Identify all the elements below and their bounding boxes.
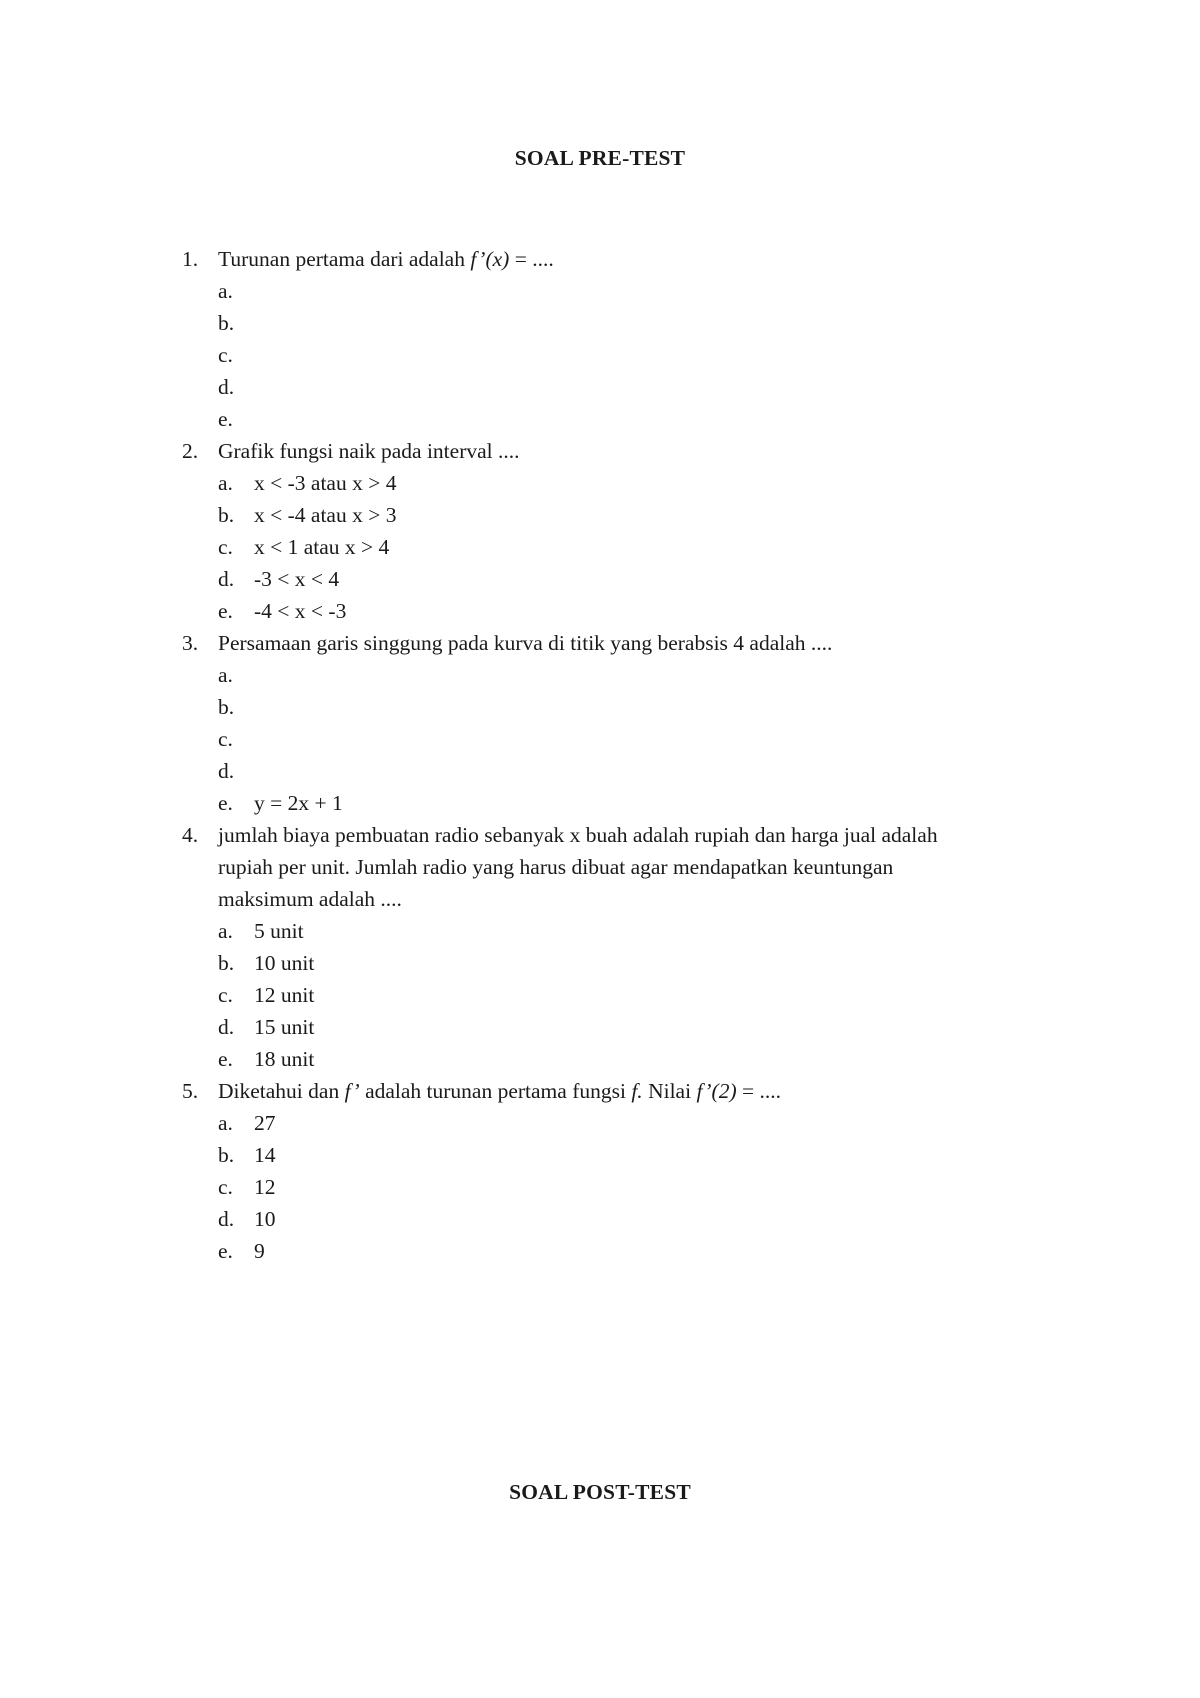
question-text-part: adalah turunan pertama fungsi bbox=[359, 1079, 632, 1103]
answer-option bbox=[0, 979, 1200, 1011]
answer-option bbox=[0, 723, 1200, 755]
question-text-part: Turunan pertama dari adalah bbox=[218, 247, 471, 271]
option-text: x < 1 atau x > 4 bbox=[254, 535, 390, 559]
question-line bbox=[0, 819, 1200, 851]
answer-option bbox=[0, 595, 1200, 627]
answer-option bbox=[0, 1171, 1200, 1203]
option-letter: b. bbox=[218, 695, 235, 719]
question-text bbox=[218, 243, 554, 275]
question-text-part: Diketahui dan bbox=[218, 1079, 345, 1103]
question-text-part: rupiah per unit. Jumlah radio yang harus dibuat agar mendapatkan keuntungan bbox=[218, 855, 894, 879]
option-letter: c. bbox=[218, 343, 233, 367]
option-letter: e. bbox=[218, 599, 233, 623]
option-letter: d. bbox=[218, 1015, 235, 1039]
question-text-part: maksimum adalah .... bbox=[218, 887, 402, 911]
answer-option bbox=[0, 339, 1200, 371]
answer-option bbox=[0, 787, 1200, 819]
question-text bbox=[218, 819, 938, 851]
answer-option bbox=[0, 499, 1200, 531]
answer-option bbox=[0, 307, 1200, 339]
math-expression: f’ bbox=[344, 1079, 360, 1103]
question-text-part: = .... bbox=[509, 247, 554, 271]
answer-option bbox=[0, 1011, 1200, 1043]
question-line bbox=[0, 627, 1200, 659]
question-5 bbox=[0, 1075, 1200, 1267]
option-letter: a. bbox=[218, 1111, 233, 1135]
option-letter: b. bbox=[218, 951, 235, 975]
option-text: 14 bbox=[254, 1143, 276, 1167]
answer-option bbox=[0, 403, 1200, 435]
option-letter: a. bbox=[218, 471, 233, 495]
answer-option bbox=[0, 915, 1200, 947]
option-letter: e. bbox=[218, 1047, 233, 1071]
option-letter: b. bbox=[218, 503, 235, 527]
question-number: 1. bbox=[182, 247, 199, 271]
answer-option bbox=[0, 659, 1200, 691]
option-text: 15 unit bbox=[254, 1015, 315, 1039]
question-1 bbox=[0, 243, 1200, 435]
question-text bbox=[218, 851, 893, 883]
post-test-title: SOAL POST-TEST bbox=[509, 1480, 691, 1504]
option-text: x < -4 atau x > 3 bbox=[254, 503, 397, 527]
question-line bbox=[0, 243, 1200, 275]
answer-option bbox=[0, 371, 1200, 403]
question-text bbox=[218, 435, 520, 467]
option-text: 5 unit bbox=[254, 919, 304, 943]
option-letter: a. bbox=[218, 663, 233, 687]
question-2 bbox=[0, 435, 1200, 627]
question-text-part: Grafik fungsi naik pada interval .... bbox=[218, 439, 520, 463]
question-text-part: jumlah biaya pembuatan radio sebanyak x buah adalah rupiah dan harga jual adalah bbox=[218, 823, 938, 847]
answer-option bbox=[0, 1203, 1200, 1235]
question-list bbox=[0, 243, 1200, 1267]
option-letter: e. bbox=[218, 1239, 233, 1263]
answer-option bbox=[0, 755, 1200, 787]
answer-option bbox=[0, 275, 1200, 307]
question-4 bbox=[0, 819, 1200, 1075]
question-text bbox=[218, 883, 402, 915]
question-line bbox=[0, 435, 1200, 467]
option-text: 9 bbox=[254, 1239, 265, 1263]
question-number: 3. bbox=[182, 631, 199, 655]
question-number: 5. bbox=[182, 1079, 199, 1103]
math-expression: f’(x) bbox=[470, 247, 510, 271]
option-text: x < -3 atau x > 4 bbox=[254, 471, 397, 495]
answer-option bbox=[0, 947, 1200, 979]
option-text: 12 unit bbox=[254, 983, 315, 1007]
option-letter: a. bbox=[218, 279, 233, 303]
option-letter: c. bbox=[218, 1175, 233, 1199]
answer-option bbox=[0, 1139, 1200, 1171]
option-letter: d. bbox=[218, 375, 235, 399]
question-line bbox=[0, 1075, 1200, 1107]
option-letter: c. bbox=[218, 983, 233, 1007]
math-expression: f’(2) bbox=[696, 1079, 737, 1103]
option-text: -3 < x < 4 bbox=[254, 567, 340, 591]
option-text: 12 bbox=[254, 1175, 276, 1199]
pre-test-title: SOAL PRE-TEST bbox=[514, 146, 686, 170]
option-letter: c. bbox=[218, 727, 233, 751]
question-text-part: = .... bbox=[736, 1079, 782, 1103]
option-text: 18 unit bbox=[254, 1047, 315, 1071]
question-text-part: Persamaan garis singgung pada kurva di titik yang berabsis 4 adalah .... bbox=[218, 631, 833, 655]
question-number: 2. bbox=[182, 439, 199, 463]
math-expression: f. bbox=[631, 1079, 643, 1103]
option-letter: d. bbox=[218, 567, 235, 591]
question-line bbox=[0, 851, 1200, 883]
answer-option bbox=[0, 691, 1200, 723]
answer-option bbox=[0, 1235, 1200, 1267]
question-text bbox=[218, 1075, 781, 1107]
option-text: -4 < x < -3 bbox=[254, 599, 347, 623]
option-letter: e. bbox=[218, 791, 233, 815]
option-letter: d. bbox=[218, 1207, 235, 1231]
question-3 bbox=[0, 627, 1200, 819]
answer-option bbox=[0, 1043, 1200, 1075]
answer-option bbox=[0, 467, 1200, 499]
answer-option bbox=[0, 1107, 1200, 1139]
option-text: y = 2x + 1 bbox=[254, 791, 343, 815]
option-letter: d. bbox=[218, 759, 235, 783]
option-text: 10 bbox=[254, 1207, 276, 1231]
answer-option bbox=[0, 531, 1200, 563]
option-letter: b. bbox=[218, 311, 235, 335]
option-text: 10 unit bbox=[254, 951, 315, 975]
option-text: 27 bbox=[254, 1111, 276, 1135]
option-letter: b. bbox=[218, 1143, 235, 1167]
question-text bbox=[218, 627, 832, 659]
question-text-part: Nilai bbox=[642, 1079, 697, 1103]
option-letter: c. bbox=[218, 535, 233, 559]
option-letter: e. bbox=[218, 407, 233, 431]
question-line bbox=[0, 883, 1200, 915]
option-letter: a. bbox=[218, 919, 233, 943]
question-number: 4. bbox=[182, 823, 199, 847]
answer-option bbox=[0, 563, 1200, 595]
